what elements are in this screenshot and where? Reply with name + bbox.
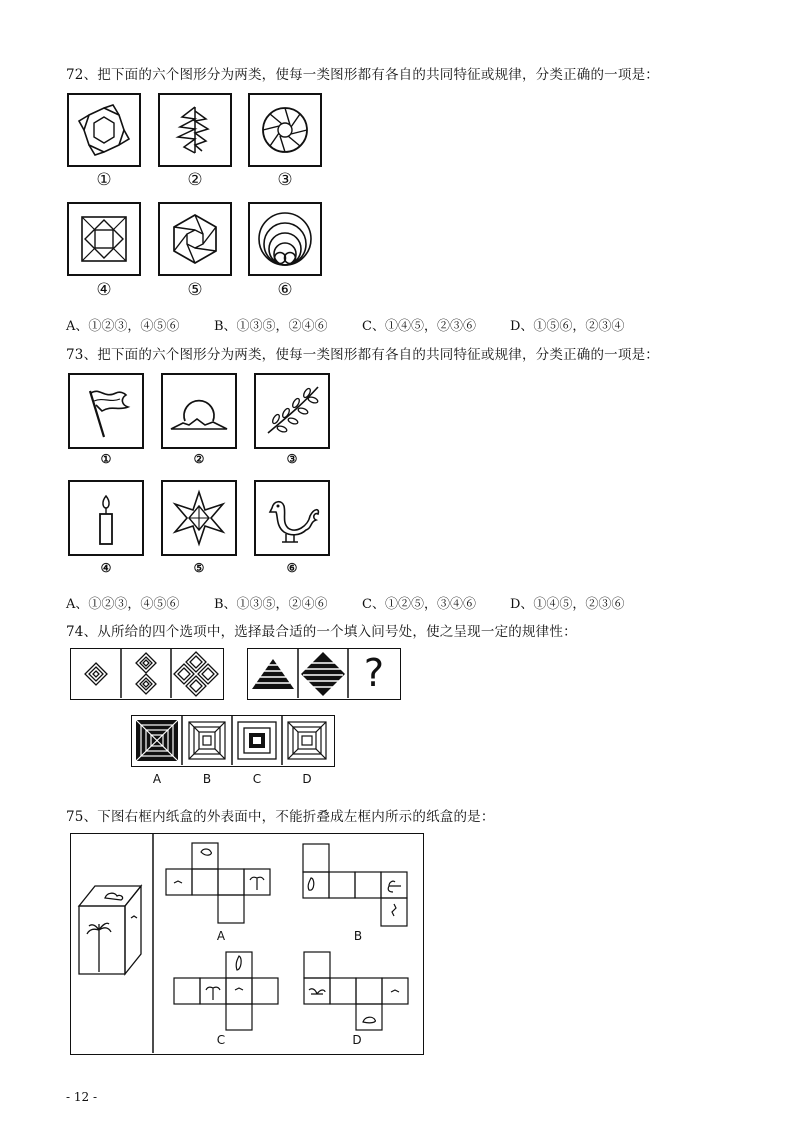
q74-option-group	[131, 715, 335, 767]
q72-figure-2	[158, 93, 232, 167]
heptagon-swirl-icon	[69, 95, 139, 165]
page-number: - 12 -	[66, 1090, 98, 1104]
q72-label-2: ②	[187, 170, 203, 190]
net-a	[166, 843, 270, 923]
q73-label-2: ②	[193, 452, 205, 466]
q73-option-c[interactable]: C、①②⑤，③④⑥	[362, 597, 476, 612]
cube-icon	[79, 886, 141, 974]
q72-figure-1	[67, 93, 141, 167]
q75-option-label-c[interactable]: C	[216, 1033, 226, 1047]
q72-figure-3	[248, 93, 322, 167]
box-nets-figure	[71, 834, 422, 1053]
q73-option-d[interactable]: D、①④⑤，②③⑥	[510, 597, 625, 612]
candle-icon	[70, 482, 142, 554]
diamond-pattern-row	[71, 649, 222, 698]
question-mark: ?	[363, 651, 385, 695]
sunset-icon	[163, 375, 235, 447]
nested-squares-icon	[69, 204, 139, 274]
q73-label-4: ④	[100, 561, 112, 575]
folded-triangles-icon	[160, 95, 230, 165]
q72-label-6: ⑥	[277, 280, 293, 300]
q74-option-label-a[interactable]: A	[152, 772, 162, 786]
q72-options	[66, 315, 624, 334]
q72-label-4: ④	[96, 280, 112, 300]
shutter-circle-icon	[250, 95, 320, 165]
flag-icon	[70, 375, 142, 447]
q75-option-label-a[interactable]: A	[216, 929, 226, 943]
olive-branch-icon	[256, 375, 328, 447]
nested-circles-icon	[250, 204, 320, 274]
option-squares-row	[132, 716, 333, 765]
q74-left-group	[70, 648, 224, 700]
q72-label-5: ⑤	[187, 280, 203, 300]
hexagon-pinwheel-icon	[160, 204, 230, 274]
q73-figure-2	[161, 373, 237, 449]
q73-text: 73、把下面的六个图形分为两类，使每一类图形都有各自的共同特征或规律，分类正确的一项是：	[66, 347, 659, 363]
q73-label-1: ①	[100, 452, 112, 466]
net-c	[174, 952, 278, 1030]
q73-figure-3	[254, 373, 330, 449]
net-d	[304, 952, 408, 1030]
q73-figure-6	[254, 480, 330, 556]
q75-figure-frame	[70, 833, 424, 1055]
q72-text: 72、把下面的六个图形分为两类，使每一类图形都有各自的共同特征或规律，分类正确的一项是：	[66, 67, 659, 83]
q74-text: 74、从所给的四个选项中，选择最合适的一个填入问号处，使之呈现一定的规律性：	[66, 624, 577, 640]
q72-option-c[interactable]: C、①④⑤，②③⑥	[362, 319, 476, 334]
q74-option-label-c[interactable]: C	[252, 772, 262, 786]
q74-option-label-d[interactable]: D	[302, 772, 312, 786]
q72-figure-4	[67, 202, 141, 276]
q75-option-label-b[interactable]: B	[353, 929, 363, 943]
q73-options	[66, 593, 624, 612]
q73-option-b[interactable]: B、①③⑤，②④⑥	[214, 597, 328, 612]
q72-option-b[interactable]: B、①③⑤，②④⑥	[214, 319, 328, 334]
q72-figure-6	[248, 202, 322, 276]
q72-label-1: ①	[96, 170, 112, 190]
q75-option-label-d[interactable]: D	[352, 1033, 362, 1047]
q73-label-3: ③	[286, 452, 298, 466]
q74-right-group	[247, 648, 401, 700]
q75-text: 75、下图右框内纸盒的外表面中，不能折叠成左框内所示的纸盒的是：	[66, 809, 495, 825]
q72-option-a[interactable]: A、①②③，④⑤⑥	[66, 319, 180, 334]
q72-figure-5	[158, 202, 232, 276]
bird-icon	[256, 482, 328, 554]
net-b	[303, 844, 407, 926]
star-ornament-icon	[163, 482, 235, 554]
q73-option-a[interactable]: A、①②③，④⑤⑥	[66, 597, 180, 612]
q72-option-d[interactable]: D、①⑤⑥，②③④	[510, 319, 625, 334]
q73-figure-5	[161, 480, 237, 556]
q74-option-label-b[interactable]: B	[202, 772, 212, 786]
q73-label-6: ⑥	[286, 561, 298, 575]
q73-figure-4	[68, 480, 144, 556]
q72-label-3: ③	[277, 170, 293, 190]
q73-label-5: ⑤	[193, 561, 205, 575]
q73-figure-1	[68, 373, 144, 449]
